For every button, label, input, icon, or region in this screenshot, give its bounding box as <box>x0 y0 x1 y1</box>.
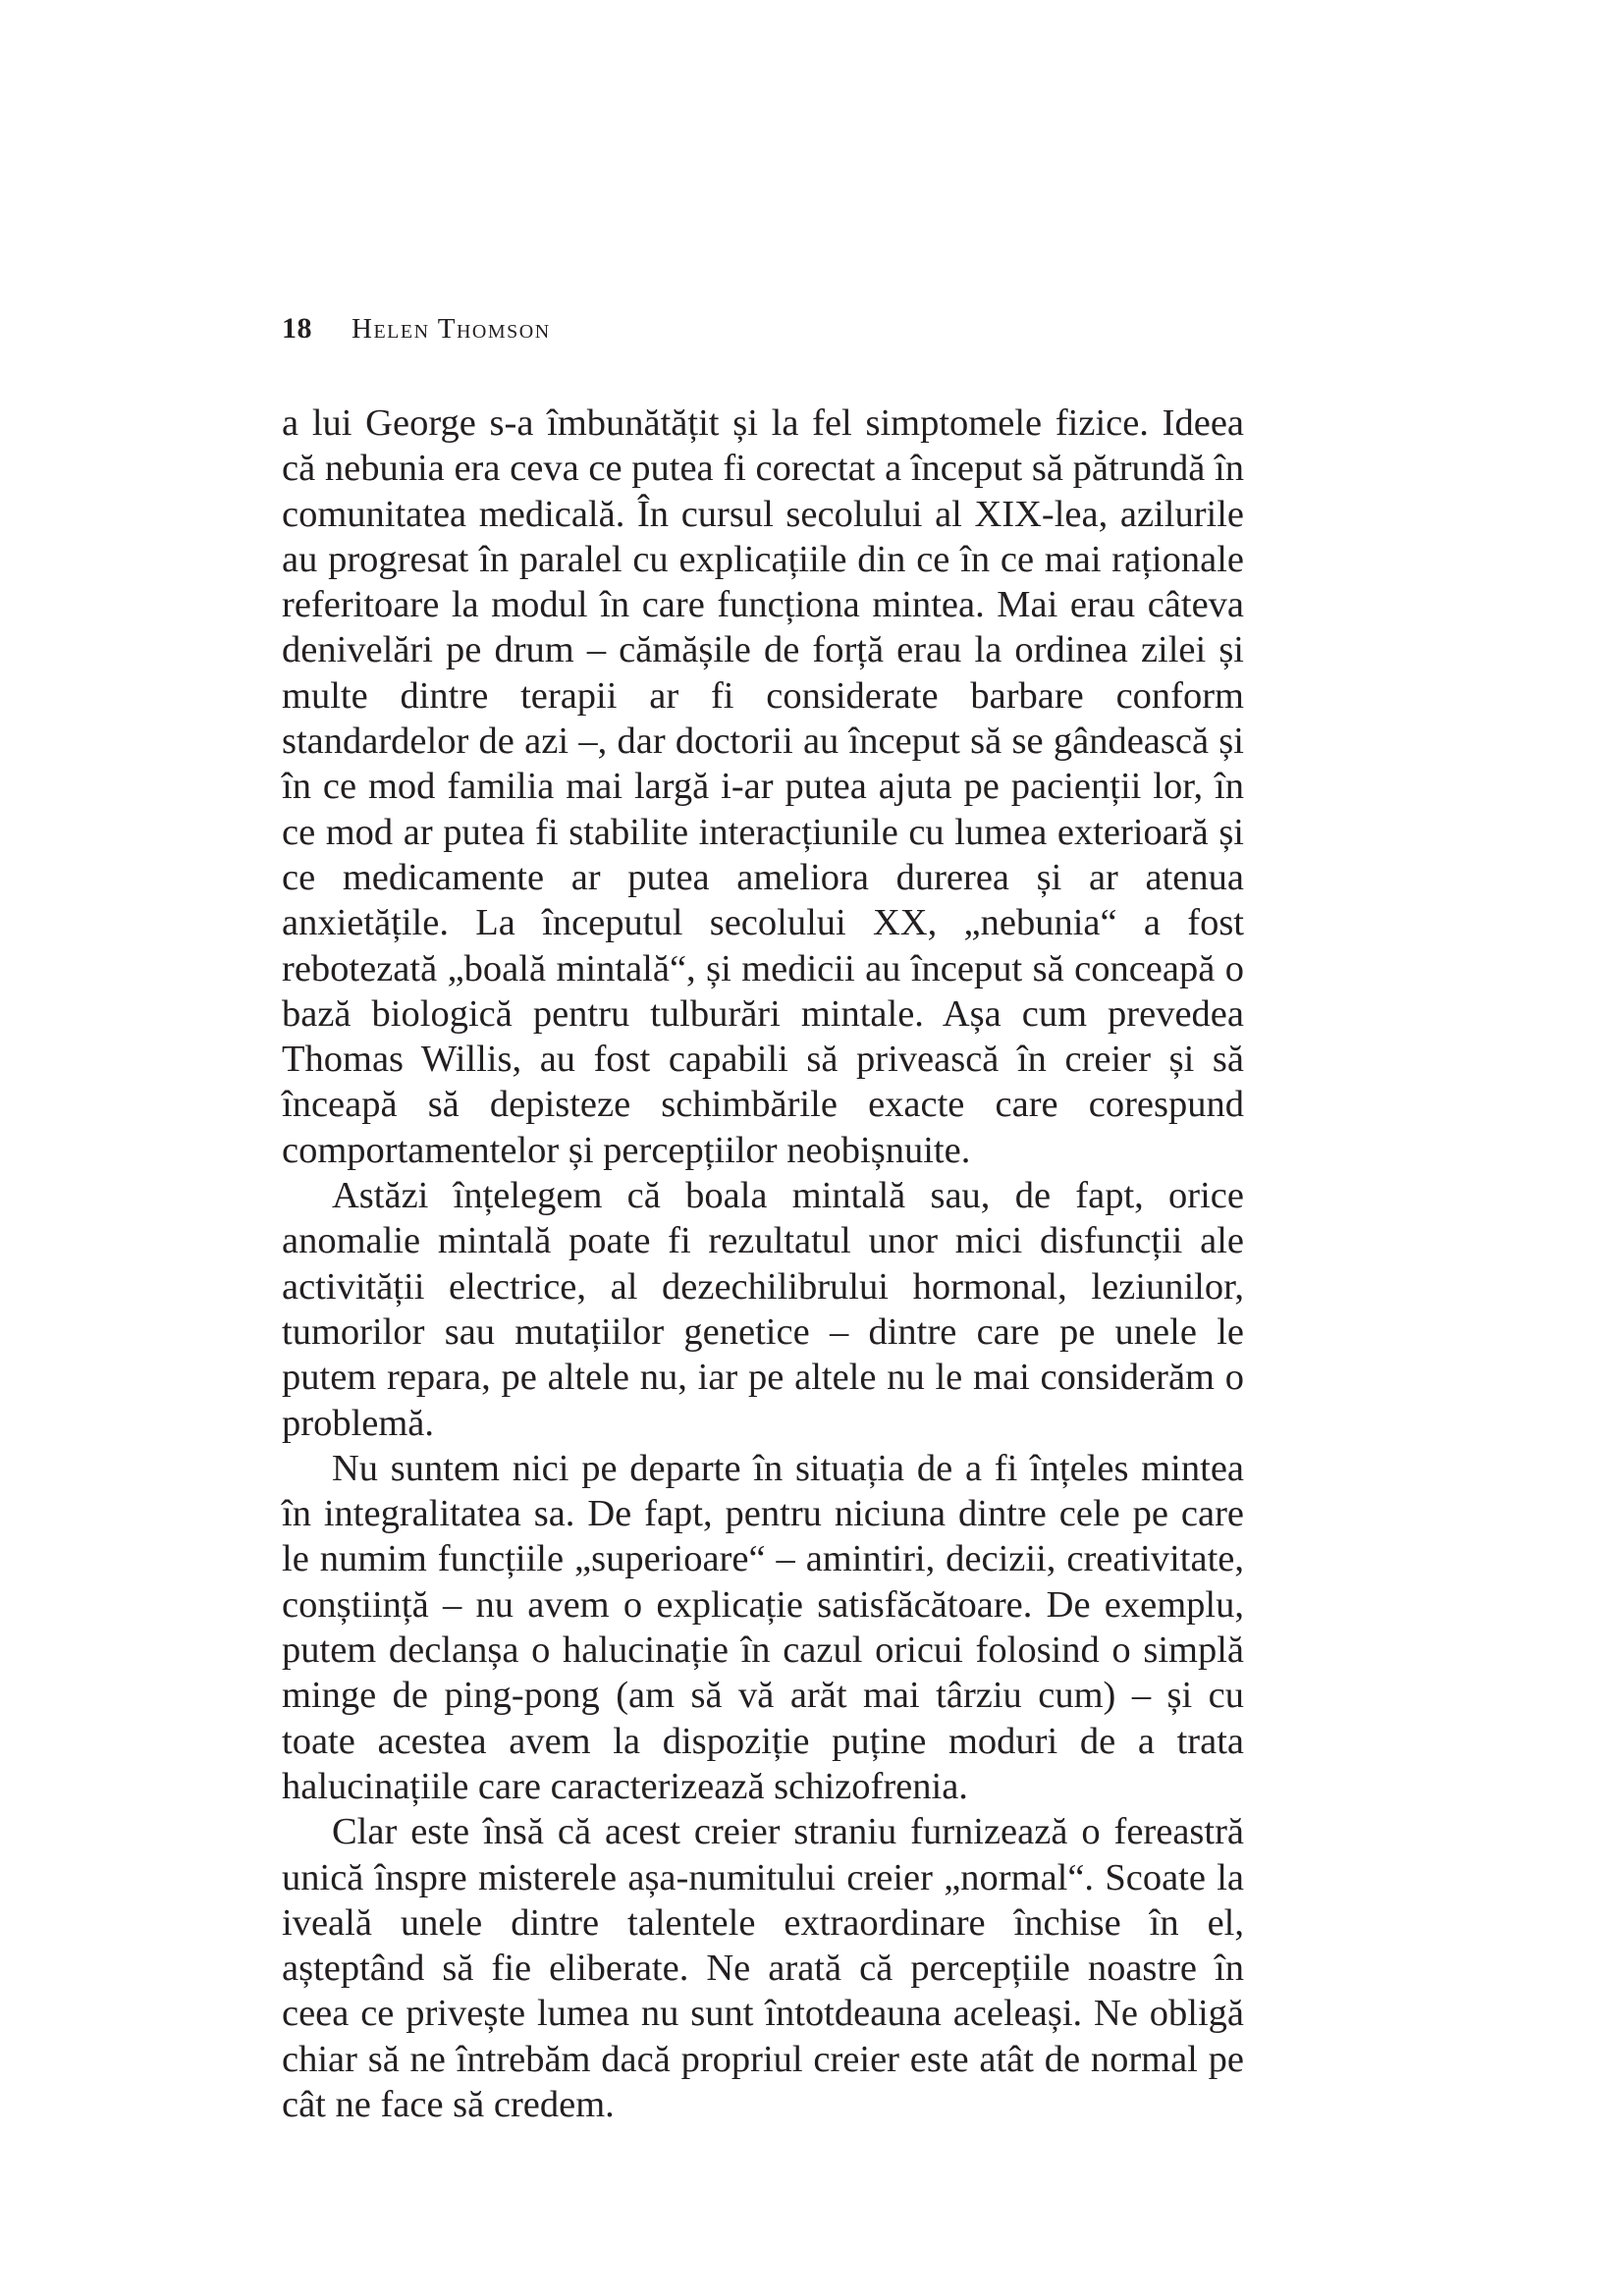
paragraph: Nu suntem nici pe departe în situația de a fi înțeles mintea în integralitatea sa. De fapt, pentru niciuna dintre cele pe care le numim funcțiile „superioare“ – amintiri, decizii, creativitate, conștiință – nu avem o explicație satisfăcătoare. De exemplu, putem declanșa o halucinație în cazul oricui folosind o simplă minge de ping-pong (am să vă arăt mai târziu cum) – și cu toate acestea avem la dispoziție puține moduri de a trata halucinațiile care caracterizează schizofrenia. <box>282 1447 1244 1807</box>
running-header <box>282 312 551 351</box>
page-number: 18 <box>282 312 312 345</box>
paragraph: Clar este însă că acest creier straniu furnizează o fereastră unică înspre misterele așa-numitului creier „normal“. Scoate la iveală unele dintre talentele extraordinare închise în el, așteptând să fie eliberate. Ne arată că percepțiile noastre în ceea ce privește lumea nu sunt întotdeauna aceleași. Ne obligă chiar să ne întrebăm dacă propriul creier este atât de normal pe cât ne face să credem. <box>282 1811 1244 2125</box>
paragraph: a lui George s-a îmbunătățit și la fel simptomele fizice. Ideea că nebunia era ceva ce putea fi corectat a început să pătrundă în comunitatea medicală. În cursul secolului al XIX-lea, azilurile au progresat în paralel cu explicațiile din ce în ce mai raționale referitoare la modul în care funcționa mintea. Mai erau câteva denivelări pe drum – cămășile de forță erau la ordinea zilei și multe dintre terapii ar fi considerate barbare conform standardelor de azi –, dar doctorii au început să se gândească și în ce mod familia mai largă i-ar putea ajuta pe pacienții lor, în ce mod ar putea fi stabilite interacțiunile cu lumea exterioară și ce medicamente ar putea ameliora durerea și ar atenua anxietățile. La începutul secolului XX, „nebunia“ a fost rebotezată „boală mintală“, și medicii au început să conceapă o bază biologică pentru tulburări mintale. Așa cum prevedea Thomas Willis, au fost capabili să privească în creier și să înceapă să depisteze schimbările exacte care corespund comportamentelor și percepțiilor neobișnuite. <box>282 402 1244 1171</box>
body-text <box>282 400 1244 2127</box>
running-header-author: Helen Thomson <box>352 313 551 345</box>
paragraph: Astăzi înțelegem că boala mintală sau, de fapt, orice anomalie mintală poate fi rezultatul unor mici disfuncții ale activității electrice, al dezechilibrului hormonal, leziunilor, tumorilor sau mutațiilor genetice – dintre care pe unele le putem repara, pe altele nu, iar pe altele nu le mai considerăm o problemă. <box>282 1175 1244 1444</box>
